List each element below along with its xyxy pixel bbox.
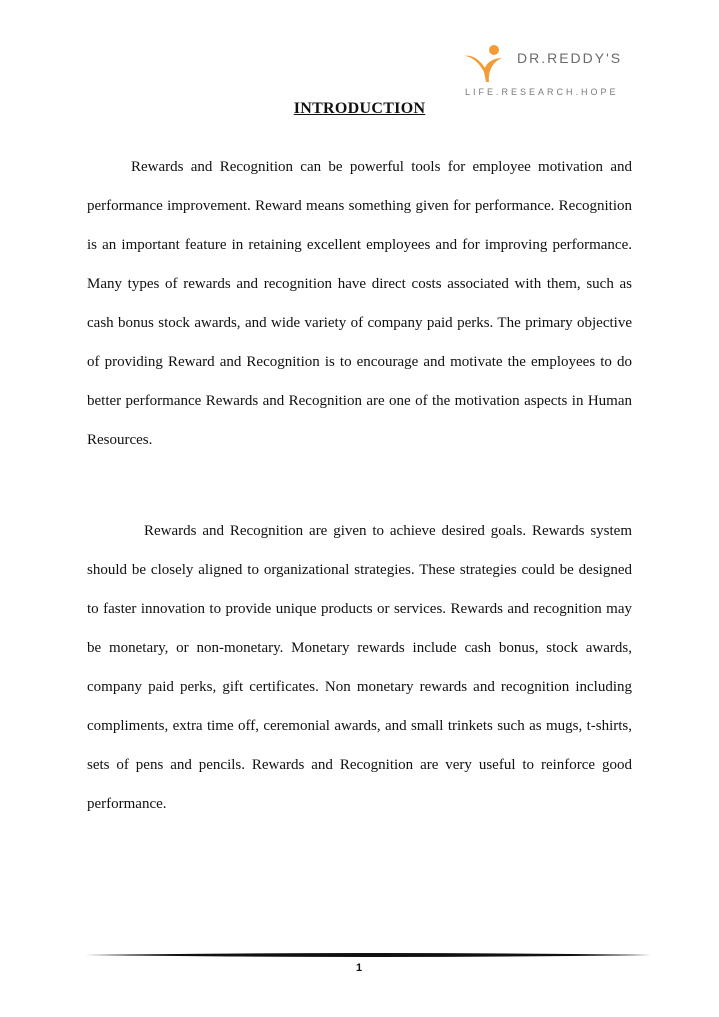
dr-reddys-logo-mark-icon (462, 42, 512, 86)
company-logo (462, 42, 642, 102)
footer-divider (85, 950, 651, 960)
logo-name: DR.REDDY'S (517, 50, 623, 66)
paragraph-1: Rewards and Recognition can be powerful tools for employee motivation and performance improvement. Reward means something given for performance. Recognition is an important feature in retaining excellent employees and for improving performance. Many types of rewards and recognition have direct costs associated with them, such as cash bonus stock awards, and wide variety of company paid perks. The primary objective of providing Reward and Recognition is to encourage and motivate the employees to do better performance Rewards and Recognition are one of the motivation aspects in Human Resources. (87, 159, 632, 448)
page-title: INTRODUCTION (293, 100, 426, 117)
paragraph-2: Rewards and Recognition are given to achieve desired goals. Rewards system should be closely aligned to organizational strategies. These strategies could be designed to faster innovation to provide unique products or services. Rewards and recognition may be monetary, or non-monetary. Monetary rewards include cash bonus, stock awards, company paid perks, gift certificates. Non monetary rewards and recognition including compliments, extra time off, ceremonial awards, and small trinkets such as mugs, t-shirts, sets of pens and pencils. Rewards and Recognition are very useful to reinforce good performance. (87, 523, 632, 812)
logo-tagline: LIFE.RESEARCH.HOPE (465, 87, 619, 97)
page-number: 1 (356, 962, 363, 974)
